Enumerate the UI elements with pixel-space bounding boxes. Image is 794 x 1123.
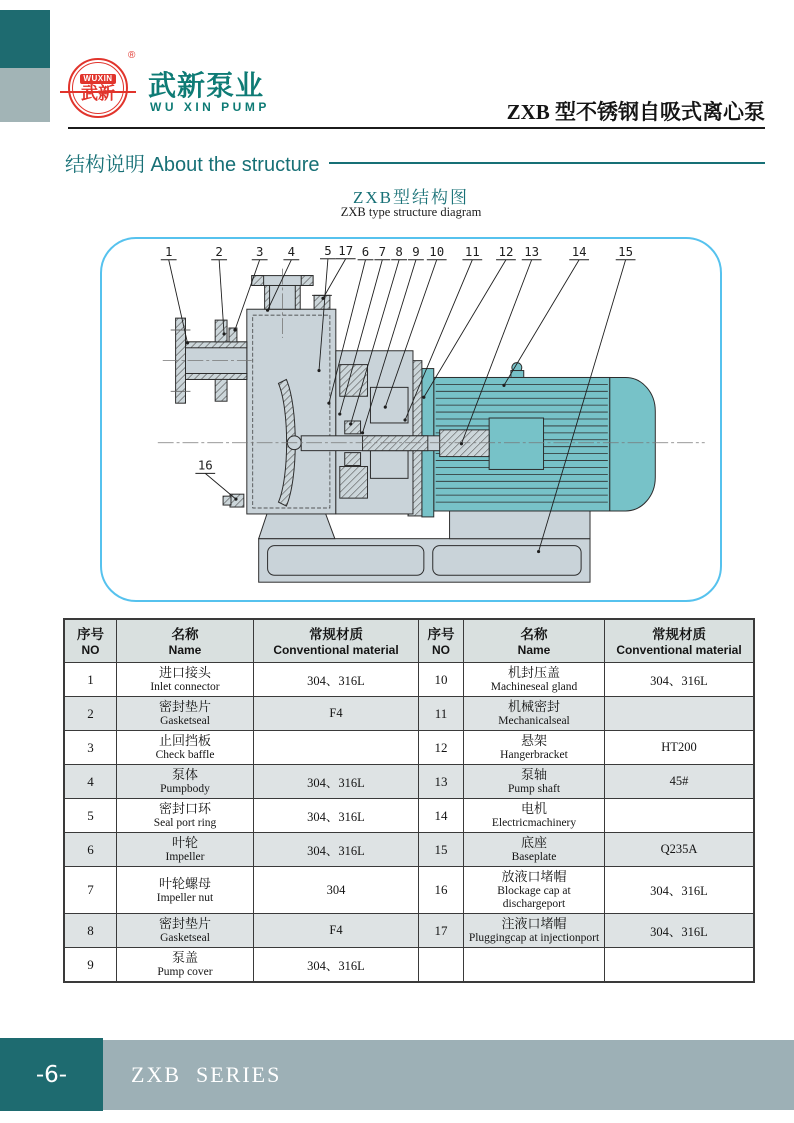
table-row: [64, 697, 754, 731]
diagram-title-en: ZXB type structure diagram: [340, 205, 482, 219]
cell-material: 304、316L: [254, 799, 419, 833]
cell-no: 8: [64, 914, 117, 948]
cell-no: 16: [419, 867, 464, 914]
callout-number-9: 9: [412, 244, 420, 259]
cell-material: 45#: [605, 765, 755, 799]
logo-seal-icon: [68, 58, 128, 118]
section-rule: [329, 162, 765, 164]
callout-number-15: 15: [618, 244, 634, 259]
cell-no: 6: [64, 833, 117, 867]
cell-name: 叶轮螺母 Impeller nut: [117, 867, 254, 914]
parts-table-body: [64, 663, 754, 983]
motor-base-shape: [450, 510, 590, 539]
motor-end-cap-shape: [610, 377, 655, 511]
callout-number-14: 14: [571, 244, 587, 259]
cell-name: 放液口堵帽 Blockage cap at dischargeport: [464, 867, 605, 914]
callout-leader-16: [205, 473, 236, 499]
series-label: ZXB SERIES: [131, 1062, 282, 1087]
table-row: [64, 731, 754, 765]
cell-material: 304、316L: [605, 663, 755, 697]
callout-number-17: 17: [338, 243, 354, 258]
callout-number-10: 10: [429, 244, 445, 259]
table-header-row: [64, 619, 754, 663]
table-row: [64, 765, 754, 799]
callout-number-7: 7: [378, 244, 387, 259]
company-name-cn: 武新泵业: [148, 70, 265, 101]
cell-no: 17: [419, 914, 464, 948]
cell-name: 注液口堵帽 Pluggingcap at injectionport: [464, 914, 605, 948]
callout-number-16: 16: [197, 458, 213, 473]
cell-name: 底座 Baseplate: [464, 833, 605, 867]
cell-name: 叶轮 Impeller: [117, 833, 254, 867]
section-title: 结构说明 About the structure: [65, 154, 320, 176]
cell-name: 密封垫片 Gasketseal: [117, 697, 254, 731]
cell-no: 1: [64, 663, 117, 697]
table-header-cell: 常规材质 Conventional material: [254, 619, 419, 663]
cell-name: 密封口环 Seal port ring: [117, 799, 254, 833]
cell-no: 5: [64, 799, 117, 833]
registered-trademark-symbol: ®: [128, 50, 136, 61]
cell-material: [605, 697, 755, 731]
logo-seal-line: [60, 91, 136, 93]
cell-no: 7: [64, 867, 117, 914]
table-header-cell: 常规材质 Conventional material: [605, 619, 755, 663]
cell-material: Q235A: [605, 833, 755, 867]
cell-no: 2: [64, 697, 117, 731]
cell-no: 9: [64, 948, 117, 983]
mechanical-seal-shape: [345, 421, 361, 434]
cell-no: 10: [419, 663, 464, 697]
cell-material: 304、316L: [254, 663, 419, 697]
table-row: [64, 833, 754, 867]
cell-material: F4: [254, 914, 419, 948]
cell-material: 304、316L: [605, 867, 755, 914]
callout-number-1: 1: [164, 244, 173, 259]
table-row: [64, 663, 754, 697]
cell-material: 304: [254, 867, 419, 914]
product-title: ZXB 型不锈钢自吸式离心泵: [506, 100, 765, 124]
cell-name: 密封垫片 Gasketseal: [117, 914, 254, 948]
callout-number-3: 3: [255, 244, 264, 259]
company-name-en: WU XIN PUMP: [150, 100, 270, 114]
cell-material: HT200: [605, 731, 755, 765]
cell-no: 12: [419, 731, 464, 765]
cell-name: 电机 Electricmachinery: [464, 799, 605, 833]
callout-leader-12: [424, 260, 506, 397]
diagram-title-cn: ZXB型结构图: [353, 188, 469, 207]
table-row: [64, 948, 754, 983]
cell-name: 机械密封 Mechanicalseal: [464, 697, 605, 731]
logo-seal-wuxin-label: WUXIN: [80, 74, 115, 84]
cell-name: 进口接头 Inlet connector: [117, 663, 254, 697]
series-footer-bar: [103, 1040, 794, 1110]
cell-no: 4: [64, 765, 117, 799]
cell-no: 11: [419, 697, 464, 731]
callout-leader-14: [504, 260, 579, 386]
callout-number-6: 6: [361, 244, 370, 259]
cell-no: [419, 948, 464, 983]
cell-material: 304、316L: [254, 948, 419, 983]
callout-number-12: 12: [498, 244, 514, 259]
cell-name: [464, 948, 605, 983]
cell-material: F4: [254, 697, 419, 731]
header-rule: [68, 127, 765, 129]
table-header-cell: 序号 NO: [64, 619, 117, 663]
callout-number-13: 13: [524, 244, 540, 259]
cell-material: [605, 799, 755, 833]
shaft-coupling-shape: [440, 430, 489, 457]
cell-no: 15: [419, 833, 464, 867]
cell-material: [605, 948, 755, 983]
cell-material: 304、316L: [254, 765, 419, 799]
cell-name: 泵轴 Pump shaft: [464, 765, 605, 799]
callout-number-2: 2: [215, 244, 223, 259]
callout-number-4: 4: [287, 244, 296, 259]
page-number: -6-: [0, 1038, 103, 1111]
structure-diagram: [100, 237, 722, 602]
table-row: [64, 799, 754, 833]
table-row: [64, 914, 754, 948]
cell-material: 304、316L: [254, 833, 419, 867]
pump-cross-section-drawing: [102, 239, 720, 600]
section-heading-row: [65, 148, 765, 177]
pump-foot-shape: [259, 512, 335, 539]
parts-table: [63, 618, 755, 983]
table-header-cell: 序号 NO: [419, 619, 464, 663]
cell-name: 泵体 Pumpbody: [117, 765, 254, 799]
corner-block-gray: [0, 68, 50, 122]
motor-label-plate: [489, 418, 543, 469]
cell-name: 悬架 Hangerbracket: [464, 731, 605, 765]
callout-number-5: 5: [324, 243, 332, 258]
corner-block-dark: [0, 10, 50, 68]
cell-material: 304、316L: [605, 914, 755, 948]
table-header-cell: 名称 Name: [117, 619, 254, 663]
cell-name: 机封压盖 Machineseal gland: [464, 663, 605, 697]
cell-material: [254, 731, 419, 765]
parts-table-head: [64, 619, 754, 663]
table-header-cell: 名称 Name: [464, 619, 605, 663]
company-logo: [66, 50, 366, 126]
callout-number-11: 11: [464, 244, 480, 259]
cell-no: 14: [419, 799, 464, 833]
cell-no: 3: [64, 731, 117, 765]
table-row: [64, 867, 754, 914]
logo-seal-inner: [72, 62, 124, 114]
cell-name: 泵盖 Pump cover: [117, 948, 254, 983]
cell-name: 止回挡板 Check baffle: [117, 731, 254, 765]
callout-number-8: 8: [395, 244, 403, 259]
cell-no: 13: [419, 765, 464, 799]
